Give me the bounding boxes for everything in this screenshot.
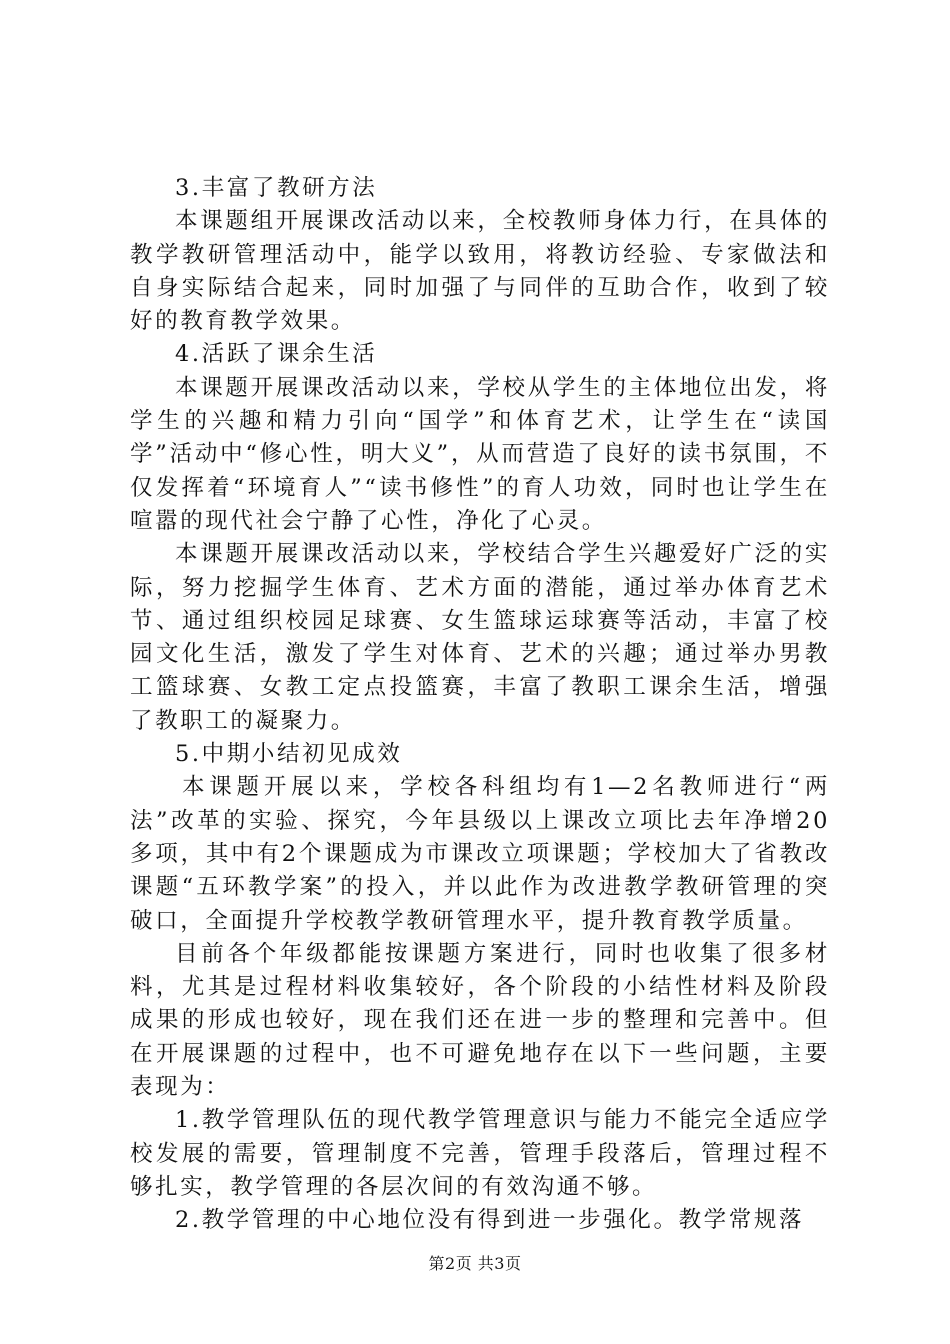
section-heading-3: 3.丰富了教研方法 <box>175 175 378 201</box>
paragraph-problem-1: 1.教学管理队伍的现代教学管理意识与能力不能完全适应学校发展的需要，管理制度不完善，管理手段落后，管理过程不够扎实，教学管理的各层次间的有效沟通不够。 <box>130 1107 830 1200</box>
paragraph-current-progress: 目前各个年级都能按课题方案进行，同时也收集了很多材料，尤其是过程材料收集较好，各个阶段的小结性材料及阶段成果的形成也较好，现在我们还在进一步的整理和完善中。但在开展课题的过程中，也不可避免地存在以下一些问题，主要表现为： <box>130 940 830 1101</box>
section-heading-4: 4.活跃了课余生活 <box>175 341 378 368</box>
page-footer: 第2页 共3页 <box>428 1254 522 1273</box>
paragraph-guoxue-reading: 本课题开展课改活动以来，学校从学生的主体地位出发，将学生的兴趣和精力引向“国学”和体育艺术，让学生在“读国学”活动中“修心性，明大义”，从而营造了良好的读书氛围，不仅发挥着“环境育人”“读书修性”的育人功效，同时也让学生在喧嚣的现代社会宁静了心性，净化了心灵。 <box>130 374 830 534</box>
section-heading-5: 5.中期小结初见成效 <box>175 741 403 768</box>
paragraph-problem-2: 2.教学管理的中心地位没有得到进一步强化。教学常规落 <box>175 1207 805 1234</box>
paragraph-midterm-results: 本课题开展以来，学校各科组均有1—2名教师进行“两法”改革的实验、探究，今年县级以上课改立项比去年净增20多项，其中有2个课题成为市课改立项课题；学校加大了省教改课题“五环教学案”的投入，并以此作为改进教学教研管理的突破口，全面提升学校教学教研管理水平，提升教育教学质量。 <box>130 774 830 934</box>
paragraph-sports-arts: 本课题开展课改活动以来，学校结合学生兴趣爱好广泛的实际，努力挖掘学生体育、艺术方面的潜能，通过举办体育艺术节、通过组织校园足球赛、女生篮球运球赛等活动，丰富了校园文化生活，激发了学生对体育、艺术的兴趣；通过举办男教工篮球赛、女教工定点投篮赛，丰富了教职工课余生活，增强了教职工的凝聚力。 <box>130 541 830 734</box>
paragraph-teaching-research-methods: 本课题组开展课改活动以来，全校教师身体力行，在具体的教学教研管理活动中，能学以致用，将教访经验、专家做法和自身实际结合起来，同时加强了与同伴的互助合作，收到了较好的教育教学效果。 <box>130 208 830 335</box>
document-body <box>130 172 830 1238</box>
